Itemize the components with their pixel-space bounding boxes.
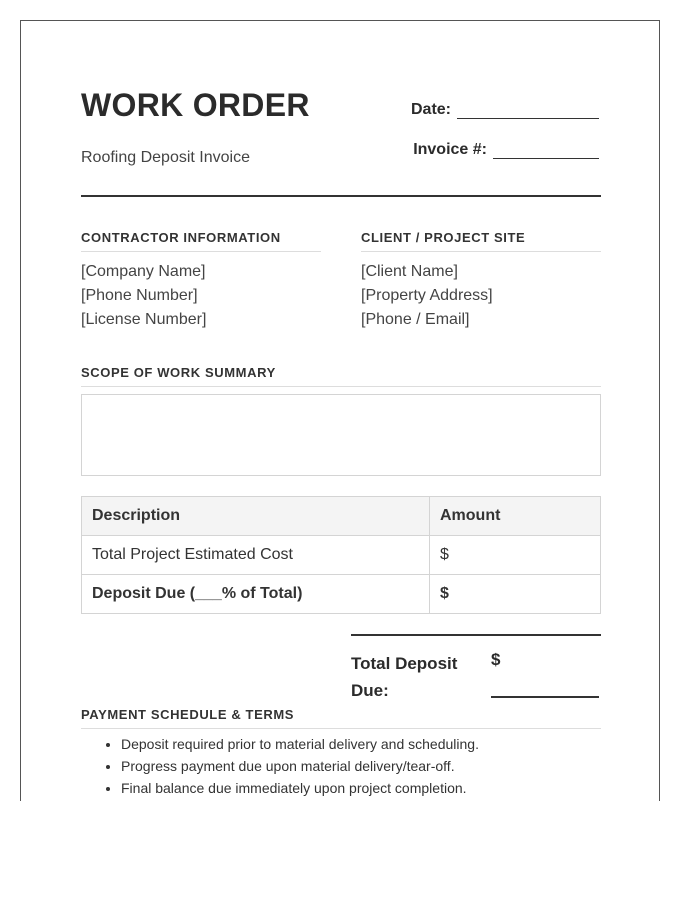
client-heading: CLIENT / PROJECT SITE	[361, 230, 601, 252]
total-currency-symbol: $	[491, 650, 501, 669]
document-page	[20, 20, 660, 801]
cost-table	[81, 496, 601, 614]
client-name: [Client Name]	[361, 263, 458, 280]
total-deposit-block	[351, 634, 601, 706]
date-row	[411, 101, 599, 119]
row-amount[interactable]: $	[430, 575, 601, 614]
invoice-label: Invoice #:	[413, 141, 487, 158]
invoice-row	[413, 141, 599, 159]
client-contact: [Phone / Email]	[361, 311, 470, 328]
total-deposit-label: Total Deposit Due:	[351, 654, 458, 700]
row-description: Total Project Estimated Cost	[82, 536, 430, 575]
contractor-heading: CONTRACTOR INFORMATION	[81, 230, 321, 252]
table-row	[82, 536, 601, 575]
contractor-info	[81, 260, 206, 332]
column-header-amount: Amount	[430, 497, 601, 536]
list-item: • Final balance due immediately upon project completion.	[121, 777, 479, 799]
column-header-description: Description	[82, 497, 430, 536]
client-address: [Property Address]	[361, 287, 493, 304]
terms-list	[81, 733, 479, 799]
header-divider	[81, 195, 601, 197]
terms-heading: PAYMENT SCHEDULE & TERMS	[81, 707, 601, 729]
contractor-company: [Company Name]	[81, 263, 206, 280]
table-row	[82, 575, 601, 614]
row-amount[interactable]: $	[430, 536, 601, 575]
list-item: • Deposit required prior to material delivery and scheduling.	[121, 733, 479, 755]
row-description: Deposit Due (___% of Total)	[82, 575, 430, 614]
total-blank-line[interactable]	[491, 696, 599, 698]
contractor-phone: [Phone Number]	[81, 287, 198, 304]
scope-heading: SCOPE OF WORK SUMMARY	[81, 365, 601, 387]
list-item: • Progress payment due upon material delivery/tear-off.	[121, 755, 479, 777]
page-title: WORK ORDER	[81, 87, 310, 123]
page-subtitle: Roofing Deposit Invoice	[81, 149, 250, 166]
date-blank-line[interactable]	[457, 102, 599, 119]
client-info	[361, 260, 493, 332]
contractor-license: [License Number]	[81, 311, 207, 328]
scope-input-box[interactable]	[81, 394, 601, 476]
table-header-row	[82, 497, 601, 536]
date-label: Date:	[410, 101, 451, 118]
invoice-blank-line[interactable]	[493, 142, 599, 159]
